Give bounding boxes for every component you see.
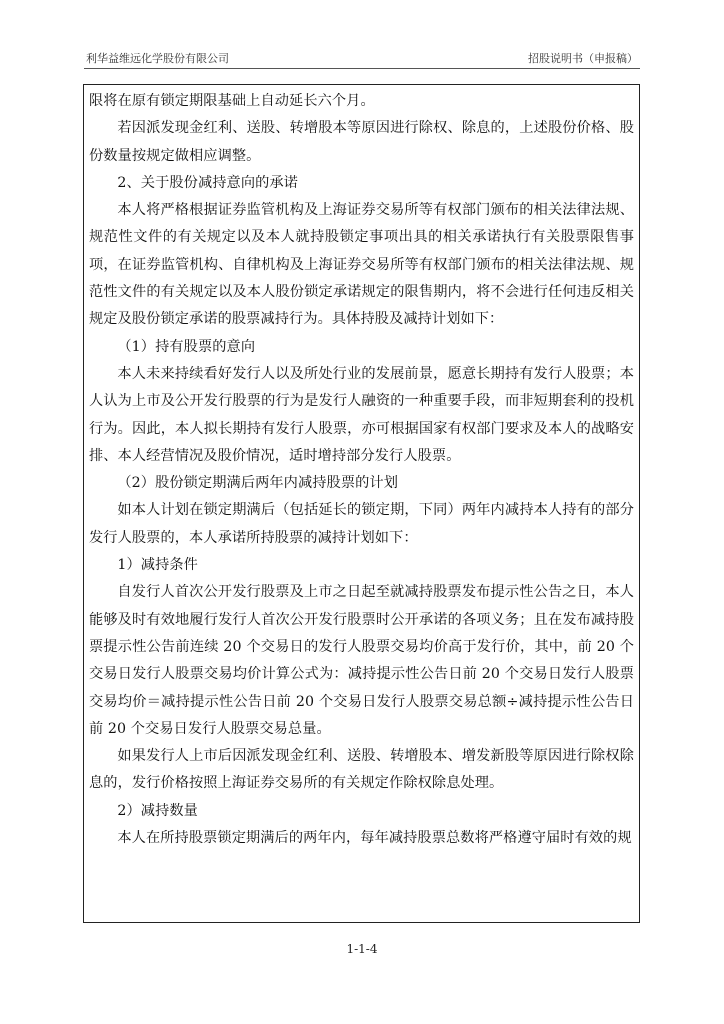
body-text [89,88,634,852]
subsection-heading: （1）持有股票的意向 [117,338,256,355]
item-heading: 2）减持数量 [117,802,198,819]
page-number: 1-1-4 [346,942,378,956]
paragraph: 如本人计划在锁定期满后（包括延长的锁定期，下同）两年内减持本人持有的部分发行人股票的，本人承诺所持股票的减持计划如下： [89,502,634,546]
item-heading: 1）减持条件 [117,557,198,574]
paragraph: 本人将严格根据证券监管机构及上海证券交易所等有权部门颁布的相关法律法规、规范性文件的有关规定以及本人就持股锁定事项出具的相关承诺执行有关股票限售事项，在证券监管机构、自律机构及上海证券交易所等有权部门颁布的相关法律法规、规范性文件的有关规定以及本人股份锁定承诺规定的限售期内，将不会进行任何违反相关规定及股份锁定承诺的股票减持行为。具体持股及减持计划如下： [89,202,634,328]
subsection-heading: （2）股份锁定期满后两年内减持股票的计划 [117,475,398,492]
paragraph: 如果发行人上市后因派发现金红利、送股、转增股本、增发新股等原因进行除权除息的，发行价格按照上海证券交易所的有关规定作除权除息处理。 [89,748,634,792]
header-doc-type: 招股说明书（申报稿） [528,52,638,65]
content-frame [83,84,640,923]
paragraph: 本人未来持续看好发行人以及所处行业的发展前景，愿意长期持有发行人股票；本人认为上市及公开发行股票的行为是发行人融资的一种重要手段，而非短期套利的投机行为。因此，本人拟长期持有发行人股票，亦可根据国家有权部门要求及本人的战略安排、本人经营情况及股价情况，适时增持部分发行人股票。 [89,365,634,464]
header-company: 利华益维远化学股份有限公司 [86,52,229,65]
paragraph: 若因派发现金红利、送股、转增股本等原因进行除权、除息的，上述股份价格、股份数量按规定做相应调整。 [89,120,634,164]
paragraph: 限将在原有锁定期限基础上自动延长六个月。 [89,93,375,109]
section-heading: 2、关于股份减持意向的承诺 [117,174,298,191]
paragraph: 本人在所持股票锁定期满后的两年内，每年减持股票总数将严格遵守届时有效的规 [117,830,632,847]
header-rule [84,68,640,69]
paragraph: 自发行人首次公开发行股票及上市之日起至就减持股票发布提示性公告之日，本人能够及时有效地履行发行人首次公开发行股票时公开承诺的各项义务；且在发布减持股票提示性公告前连续 20 个交易日的发行人股票交易均价高于发行价，其中，前 20 个交易日发行人股票交易均价计算公式为：减持提示性公告日前 20 个交易日发行人股票交易均价＝减持提示性公告日前 20 个交易日发行人股票交易总额÷减持提示性公告日前 20 个交易日发行人股票交易总量。 [89,584,634,737]
